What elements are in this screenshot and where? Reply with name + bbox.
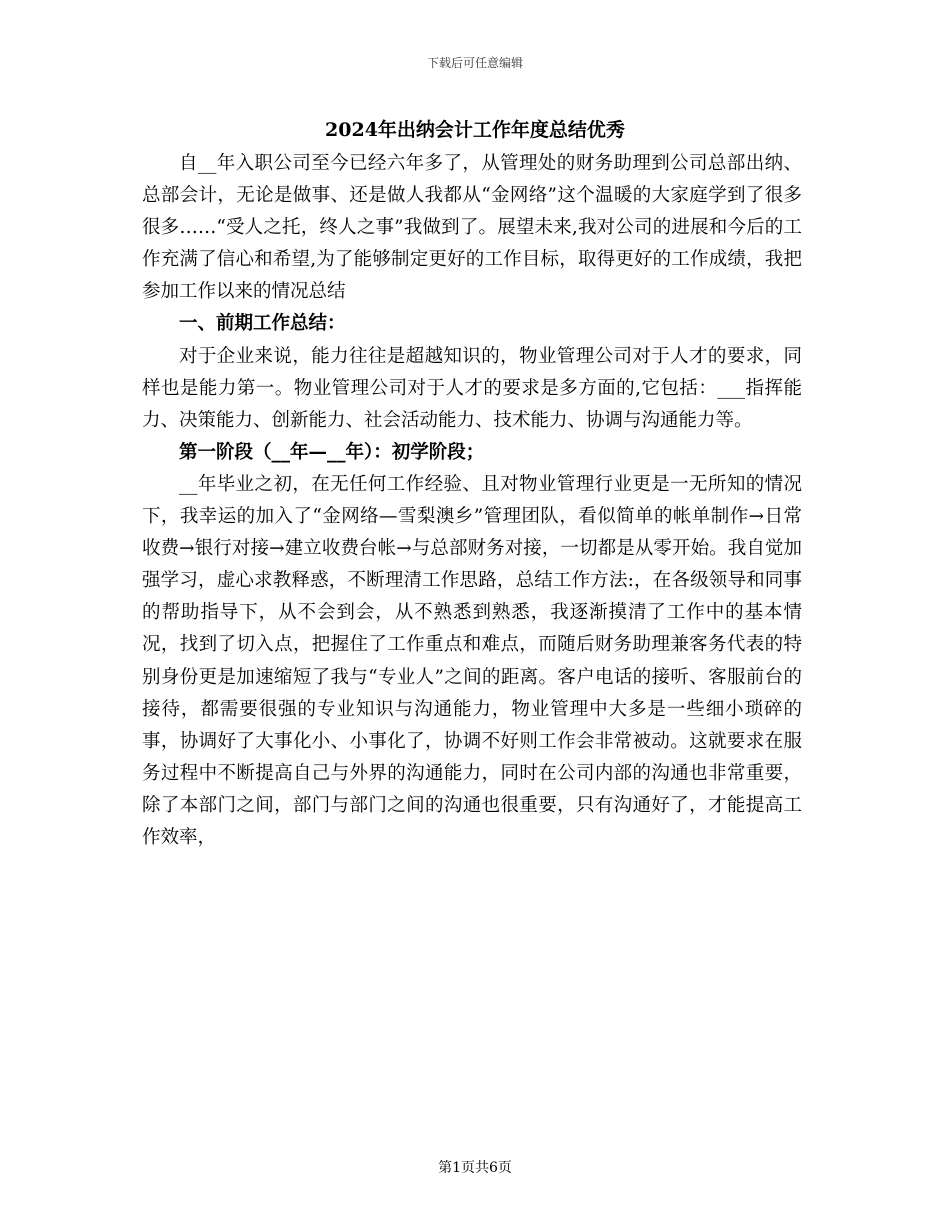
page-number: 第1页共6页 [438, 1160, 512, 1176]
intro-paragraph: 自__年入职公司至今已经六年多了，从管理处的财务助理到公司总部出纳、总部会计，无论是做事、还是做人我都从“金网络”这个温暖的大家庭学到了很多很多……“受人之托，终人之事”我做到了。展望未来,我对公司的进展和今后的工作充满了信心和希望,为了能够制定更好的工作目标，取得更好的工作成绩，我把参加工作以来的情况总结 [142, 153, 802, 303]
document-title: 2024年出纳会计工作年度总结优秀 [325, 119, 625, 141]
body-paragraph: __年毕业之初，在无任何工作经验、且对物业管理行业更是一无所知的情况下，我幸运的加入了“金网络—雪梨澳乡”管理团队，看似简单的帐单制作→日常收费→银行对接→建立收费台帐→与总部财务对接，一切都是从零开始。我自觉加强学习，虚心求教释惑，不断理清工作思路，总结工作方法:，在各级领导和同事的帮助指导下，从不会到会，从不熟悉到熟悉，我逐渐摸清了工作中的基本情况，找到了切入点，把握住了工作重点和难点，而随后财务助理兼客务代表的特别身份更是加速缩短了我与“专业人”之间的距离。客户电话的接听、客服前台的接待，都需要很强的专业知识与沟通能力，物业管理中大多是一些细小琐碎的事，协调好了大事化小、小事化了，协调不好则工作会非常被动。这就要求在服务过程中不断提高自己与外界的沟通能力，同时在公司内部的沟通也非常重要，除了本部门之间，部门与部门之间的沟通也很重要，只有沟通好了，才能提高工作效率， [142, 473, 802, 848]
body-paragraph: 对于企业来说，能力往往是超越知识的，物业管理公司对于人才的要求，同样也是能力第一。物业管理公司对于人才的要求是多方面的,它包括：___指挥能力、决策能力、创新能力、社会活动能力、技术能力、协调与沟通能力等。 [142, 345, 802, 431]
page-header: 下载后可任意编辑 [426, 56, 523, 70]
document-body [142, 148, 802, 854]
section-heading: 一、前期工作总结： [179, 313, 346, 335]
stage-heading: 第一阶段（__年—__年）：初学阶段； [179, 441, 485, 463]
